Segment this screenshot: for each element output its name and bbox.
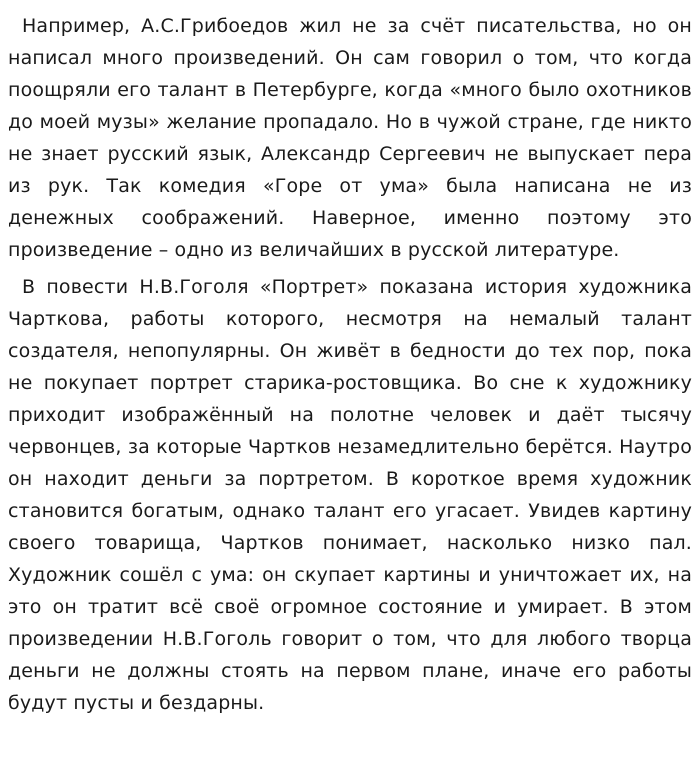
paragraph-gogol-portrait: В повести Н.В.Гоголя «Портрет» показана история художника Чарткова, работы которого, несмотря на немалый талант создателя, непопулярны. Он живёт в бедности до тех пор, пока не покупает портрет старика-ростовщика. Во сне к художнику приходит изображённый на полотне человек и даёт тысячу червонцев, за которые Чартков незамедлительно берётся. Наутро он находит деньги за портретом. В короткое время художник становится богатым, однако талант его угасает. Увидев картину своего товарища, Чартков понимает, насколько низко пал. Художник сошёл с ума: он скупает картины и уничтожает их, на это он тратит всё своё огромное состояние и умирает. В этом произведении Н.В.Гоголь говорит о том, что для любого творца деньги не должны стоять на первом плане, иначе его работы будут пусты и бездарны. <box>8 276 692 714</box>
paragraph-griboedov: Например, А.С.Грибоедов жил не за счёт писательства, но он написал много произведений. Он сам говорил о том, что когда поощряли его талант в Петербурге, когда «много было охотников до моей музы» желание пропадало. Но в чужой стране, где никто не знает русский язык, Александр Сергеевич не выпускает пера из рук. Так комедия «Горе от ума» была написана не из денежных соображений. Наверное, именно поэтому это произведение – одно из величайших в русской литературе. <box>8 15 692 261</box>
